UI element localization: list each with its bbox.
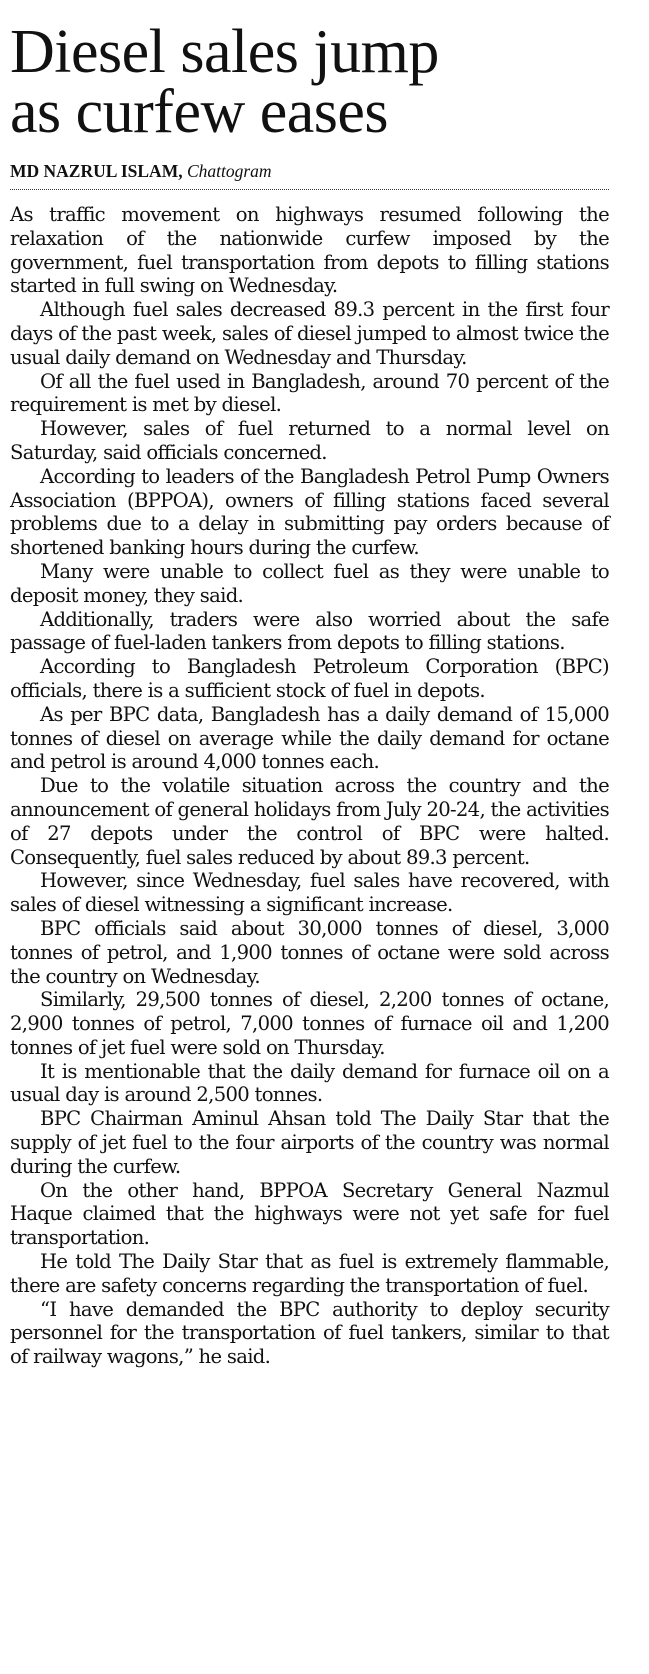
headline-line-2: as curfew eases <box>10 78 389 146</box>
dateline-location: Chattogram <box>186 161 272 181</box>
paragraph: “I have demanded the BPC authority to deploy security personnel for the transportation of fuel tankers, similar to that of railway wagons,” he said. <box>10 1297 609 1369</box>
paragraph: On the other hand, BPPOA Secretary General Nazmul Haque claimed that the highways were not yet safe for fuel transportation. <box>10 1178 609 1250</box>
paragraph: Similarly, 29,500 tonnes of diesel, 2,200 tonnes of octane, 2,900 tonnes of petrol, 7,000 tonnes of furnace oil and 1,200 tonnes of jet fuel were sold on Thursday. <box>10 988 609 1059</box>
paragraph: It is mentionable that the daily demand for furnace oil on a usual day is around 2,500 tonnes. <box>10 1059 609 1107</box>
paragraph: As traffic movement on highways resumed following the relaxation of the nationwide curfew imposed by the government, fuel transportation from depots to filling stations started in full swing on Wednesday. <box>10 203 609 298</box>
paragraph: Of all the fuel used in Bangladesh, around 70 percent of the requirement is met by diesel. <box>10 369 609 417</box>
paragraph: Many were unable to collect fuel as they were unable to deposit money, they said. <box>10 559 609 607</box>
author-name: MD NAZRUL ISLAM, <box>10 161 183 181</box>
headline-line-1: Diesel sales jump <box>10 18 439 86</box>
headline <box>10 18 609 146</box>
paragraph: BPC Chairman Aminul Ahsan told The Daily Star that the supply of jet fuel to the four airports of the country was normal during the curfew. <box>10 1107 609 1178</box>
paragraph: Due to the volatile situation across the country and the announcement of general holidays from July 20-24, the activities of 27 depots under the control of BPC were halted. Consequently, fuel sales reduced by about 89.3 percent. <box>10 774 609 869</box>
dotted-divider <box>10 189 609 190</box>
paragraph: BPC officials said about 30,000 tonnes of diesel, 3,000 tonnes of petrol, and 1,900 tonnes of octane were sold across the country on Wednesday. <box>10 916 609 988</box>
paragraph: Although fuel sales decreased 89.3 percent in the first four days of the past week, sales of diesel jumped to almost twice the usual daily demand on Wednesday and Thursday. <box>10 298 609 369</box>
paragraph: He told The Daily Star that as fuel is extremely flammable, there are safety concerns regarding the transportation of fuel. <box>10 1250 609 1297</box>
paragraph: However, since Wednesday, fuel sales have recovered, with sales of diesel witnessing a significant increase. <box>10 869 609 917</box>
byline <box>10 160 609 182</box>
paragraph: However, sales of fuel returned to a normal level on Saturday, said officials concerned. <box>10 417 609 464</box>
paragraph: According to Bangladesh Petroleum Corporation (BPC) officials, there is a sufficient stock of fuel in depots. <box>10 655 609 702</box>
news-article <box>0 18 649 1674</box>
paragraph: Additionally, traders were also worried about the safe passage of fuel-laden tankers from depots to filling stations. <box>10 607 609 655</box>
paragraph: According to leaders of the Bangladesh Petrol Pump Owners Association (BPPOA), owners of filling stations faced several problems due to a delay in submitting pay orders because of shortened banking hours during the curfew. <box>10 464 609 560</box>
article-body <box>10 203 609 1369</box>
paragraph: As per BPC data, Bangladesh has a daily demand of 15,000 tonnes of diesel on average while the daily demand for octane and petrol is around 4,000 tonnes each. <box>10 702 609 774</box>
